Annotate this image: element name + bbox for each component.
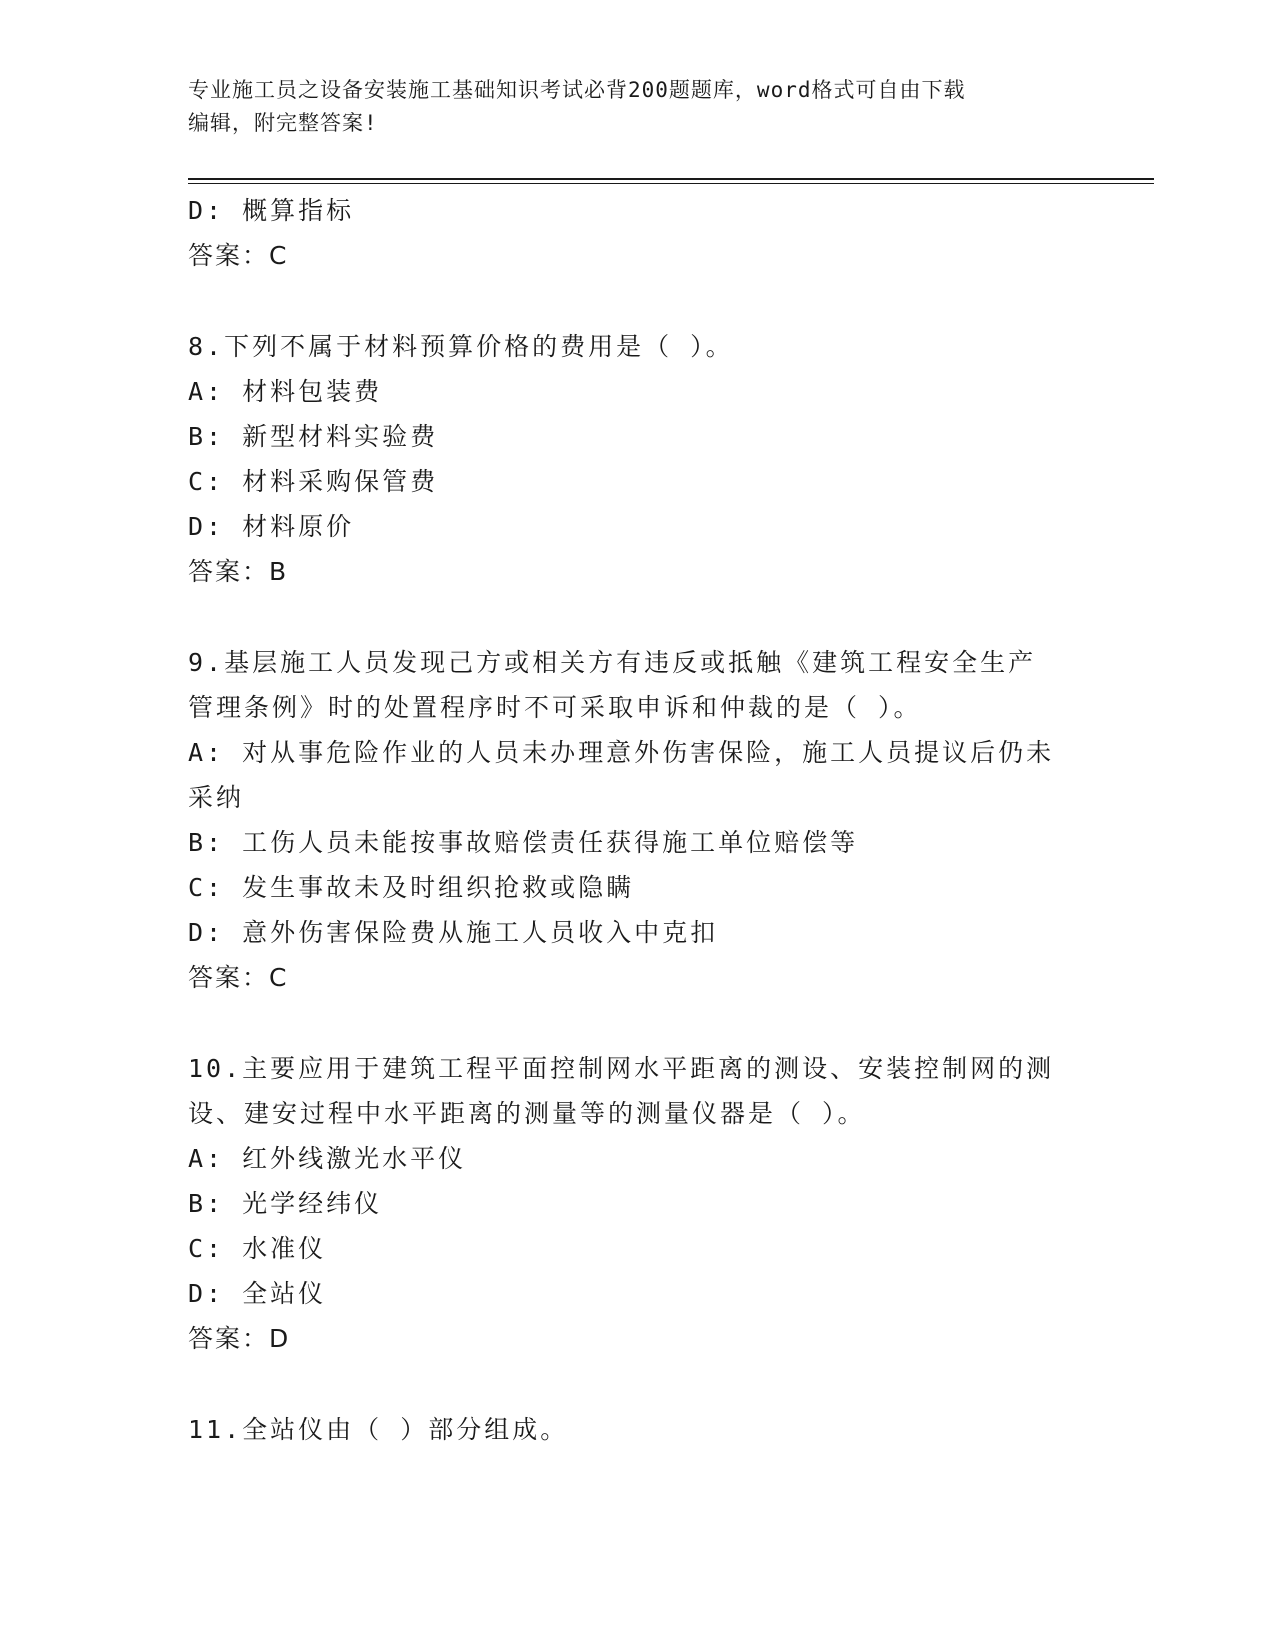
- option-a: A: 材料包装费: [188, 377, 383, 406]
- header-title-line-1: 专业施工员之设备安装施工基础知识考试必背200题题库，word格式可自由下载: [188, 78, 966, 102]
- question-stem: 11.全站仪由（ ）部分组成。: [188, 1415, 569, 1444]
- spacer: [188, 1001, 1078, 1046]
- prev-option-d: D: 概算指标: [188, 196, 355, 225]
- option-c: C: 发生事故未及时组织抢救或隐瞒: [188, 873, 635, 902]
- document-header: [188, 74, 1068, 140]
- question-stem: 管理条例》时的处置程序时不可采取申诉和仲裁的是（ ）。: [188, 693, 922, 722]
- option-d: D: 材料原价: [188, 512, 355, 541]
- header-title-line-2: 编辑，附完整答案!: [188, 111, 378, 135]
- option-d: D: 意外伤害保险费从施工人员收入中克扣: [188, 918, 719, 947]
- option-b: B: 新型材料实验费: [188, 422, 439, 451]
- header-divider-thick: [188, 178, 1154, 180]
- option-a: A: 对从事危险作业的人员未办理意外伤害保险，施工人员提议后仍未: [188, 738, 1055, 767]
- option-a: A: 红外线激光水平仪: [188, 1144, 467, 1173]
- answer: 答案：B: [188, 557, 289, 586]
- option-b: B: 光学经纬仪: [188, 1189, 383, 1218]
- option-b: B: 工伤人员未能按事故赔偿责任获得施工单位赔偿等: [188, 828, 859, 857]
- question-stem: 设、建安过程中水平距离的测量等的测量仪器是（ ）。: [188, 1099, 866, 1128]
- prev-answer: 答案：C: [188, 241, 289, 270]
- question-11: [188, 1407, 1078, 1452]
- spacer: [188, 595, 1078, 640]
- question-10: [188, 1046, 1078, 1362]
- question-stem: 10.主要应用于建筑工程平面控制网水平距离的测设、安装控制网的测: [188, 1054, 1055, 1083]
- question-stem: 9.基层施工人员发现己方或相关方有违反或抵触《建筑工程安全生产: [188, 648, 1037, 677]
- answer: 答案：C: [188, 963, 289, 992]
- question-9: [188, 640, 1078, 1001]
- option-c: C: 材料采购保管费: [188, 467, 439, 496]
- question-stem: 8.下列不属于材料预算价格的费用是（ ）。: [188, 332, 734, 361]
- header-divider-thin: [188, 183, 1154, 184]
- answer: 答案：D: [188, 1324, 291, 1353]
- option-c: C: 水准仪: [188, 1234, 327, 1263]
- option-a-continued: 采纳: [188, 783, 245, 812]
- option-d: D: 全站仪: [188, 1279, 327, 1308]
- spacer: [188, 1362, 1078, 1407]
- spacer: [188, 279, 1078, 324]
- document-body: [188, 188, 1078, 1452]
- question-8: [188, 324, 1078, 595]
